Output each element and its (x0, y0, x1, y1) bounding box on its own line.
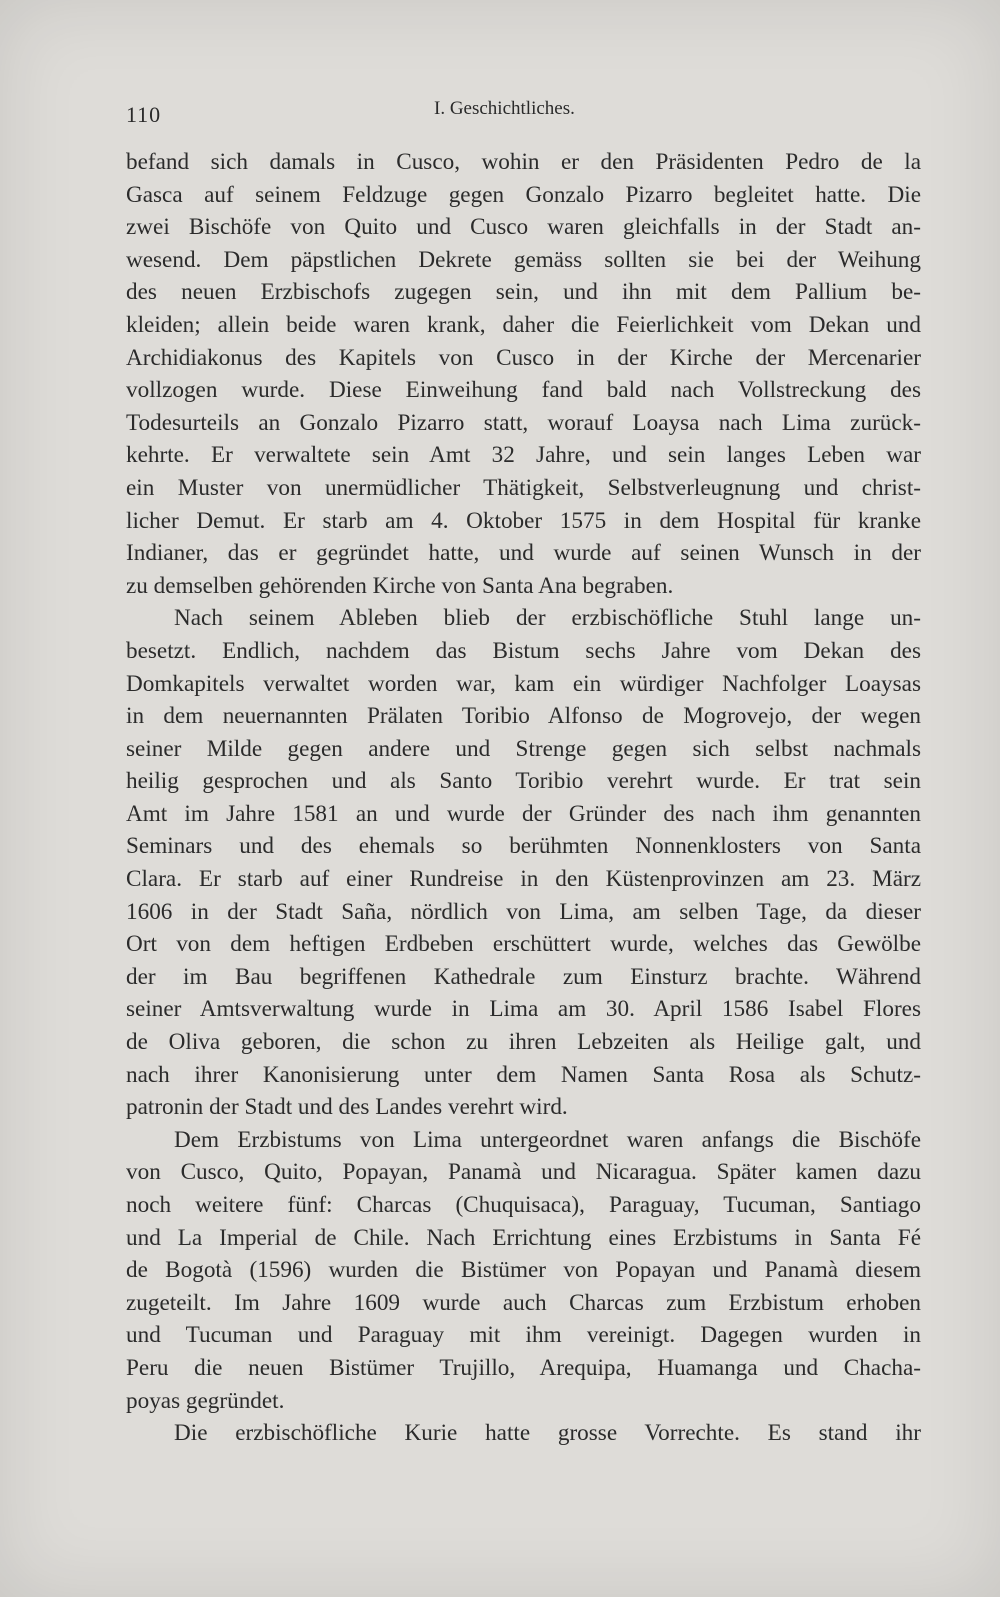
text-line: des neuen Erzbischofs zugegen sein, und ihn mit dem Pallium be- (126, 279, 921, 306)
text-line: und La Imperial de Chile. Nach Errichtung eines Erzbistums in Santa Fé (126, 1224, 921, 1251)
text-line: in dem neuernannten Prälaten Toribio Alfonso de Mogrovejo, der wegen (126, 703, 921, 730)
text-line: Amt im Jahre 1581 an und wurde der Gründer des nach ihm genannten (126, 800, 921, 827)
page-number: 110 (126, 102, 162, 127)
text-line: befand sich damals in Cusco, wohin er den Präsidenten Pedro de la (126, 149, 921, 175)
text-line: Nach seinem Ableben blieb der erzbischöfliche Stuhl lange un- (174, 605, 921, 632)
text-line: Archidiakonus des Kapitels von Cusco in der Kirche der Mercenarier (126, 344, 921, 371)
text-line: besetzt. Endlich, nachdem das Bistum sechs Jahre vom Dekan des (126, 637, 921, 664)
paragraph (126, 1124, 921, 1417)
text-line: 1606 in der Stadt Saña, nördlich von Lima, am selben Tage, da dieser (126, 898, 921, 925)
text-line: Seminars und des ehemals so berühmten Nonnenklosters von Santa (126, 833, 921, 860)
text-line: zwei Bischöfe von Quito und Cusco waren gleichfalls in der Stadt an- (126, 214, 921, 241)
text-line: Domkapitels verwaltet worden war, kam ein würdiger Nachfolger Loaysas (126, 670, 921, 697)
text-line: seiner Milde gegen andere und Strenge gegen sich selbst nachmals (126, 735, 921, 762)
text-line: Indianer, das er gegründet hatte, und wurde auf seinen Wunsch in der (126, 540, 921, 567)
page-header (126, 98, 936, 134)
text-line: poyas gegründet. (126, 1387, 285, 1414)
text-line: von Cusco, Quito, Popayan, Panamà und Nicaragua. Später kamen dazu (126, 1159, 921, 1186)
paragraph (126, 1417, 921, 1450)
running-head: I. Geschichtliches. (434, 98, 575, 119)
text-line: Clara. Er starb auf einer Rundreise in den Küstenprovinzen am 23. März (126, 866, 921, 893)
text-line: Dem Erzbistums von Lima untergeordnet waren anfangs die Bischöfe (174, 1126, 921, 1153)
text-line: licher Demut. Er starb am 4. Oktober 1575 in dem Hospital für kranke (126, 507, 921, 534)
text-line: patronin der Stadt und des Landes verehrt wird. (126, 1094, 568, 1121)
text-line: und Tucuman und Paraguay mit ihm vereinigt. Dagegen wurden in (126, 1322, 921, 1349)
text-line: Ort von dem heftigen Erdbeben erschüttert wurde, welches das Gewölbe (126, 931, 921, 958)
text-line: kehrte. Er verwaltete sein Amt 32 Jahre, und sein langes Leben war (126, 442, 921, 469)
text-line: Peru die neuen Bistümer Trujillo, Arequipa, Huamanga und Chacha- (126, 1354, 921, 1381)
text-line: Die erzbischöfliche Kurie hatte grosse Vorrechte. Es stand ihr (174, 1420, 921, 1447)
paragraph (126, 602, 921, 1124)
text-line: Gasca auf seinem Feldzuge gegen Gonzalo Pizarro begleitet hatte. Die (126, 181, 921, 208)
text-line: heilig gesprochen und als Santo Toribio verehrt wurde. Er trat sein (126, 768, 921, 795)
text-line: de Bogotà (1596) wurden die Bistümer von Popayan und Panamà diesem (126, 1257, 921, 1284)
text-line: der im Bau begriffenen Kathedrale zum Einsturz brachte. Während (126, 963, 921, 990)
paragraph (126, 146, 921, 602)
text-line: wesend. Dem päpstlichen Dekrete gemäss sollten sie bei der Weihung (126, 246, 921, 273)
text-line: noch weitere fünf: Charcas (Chuquisaca), Paraguay, Tucuman, Santiago (126, 1192, 921, 1218)
text-line: zu demselben gehörenden Kirche von Santa Ana begraben. (126, 572, 674, 599)
text-line: nach ihrer Kanonisierung unter dem Namen Santa Rosa als Schutz- (126, 1061, 921, 1088)
text-line: zugeteilt. Im Jahre 1609 wurde auch Charcas zum Erzbistum erhoben (126, 1289, 921, 1316)
text-line: vollzogen wurde. Diese Einweihung fand bald nach Vollstreckung des (126, 377, 921, 404)
text-line: kleiden; allein beide waren krank, daher die Feierlichkeit vom Dekan und (126, 311, 921, 338)
body-text (126, 146, 921, 1450)
text-line: ein Muster von unermüdlicher Thätigkeit, Selbstverleugnung und christ- (126, 474, 921, 501)
text-line: de Oliva geboren, die schon zu ihren Lebzeiten als Heilige galt, und (126, 1029, 921, 1056)
text-line: seiner Amtsverwaltung wurde in Lima am 30. April 1586 Isabel Flores (126, 996, 921, 1023)
text-line: Todesurteils an Gonzalo Pizarro statt, worauf Loaysa nach Lima zurück- (126, 409, 921, 436)
